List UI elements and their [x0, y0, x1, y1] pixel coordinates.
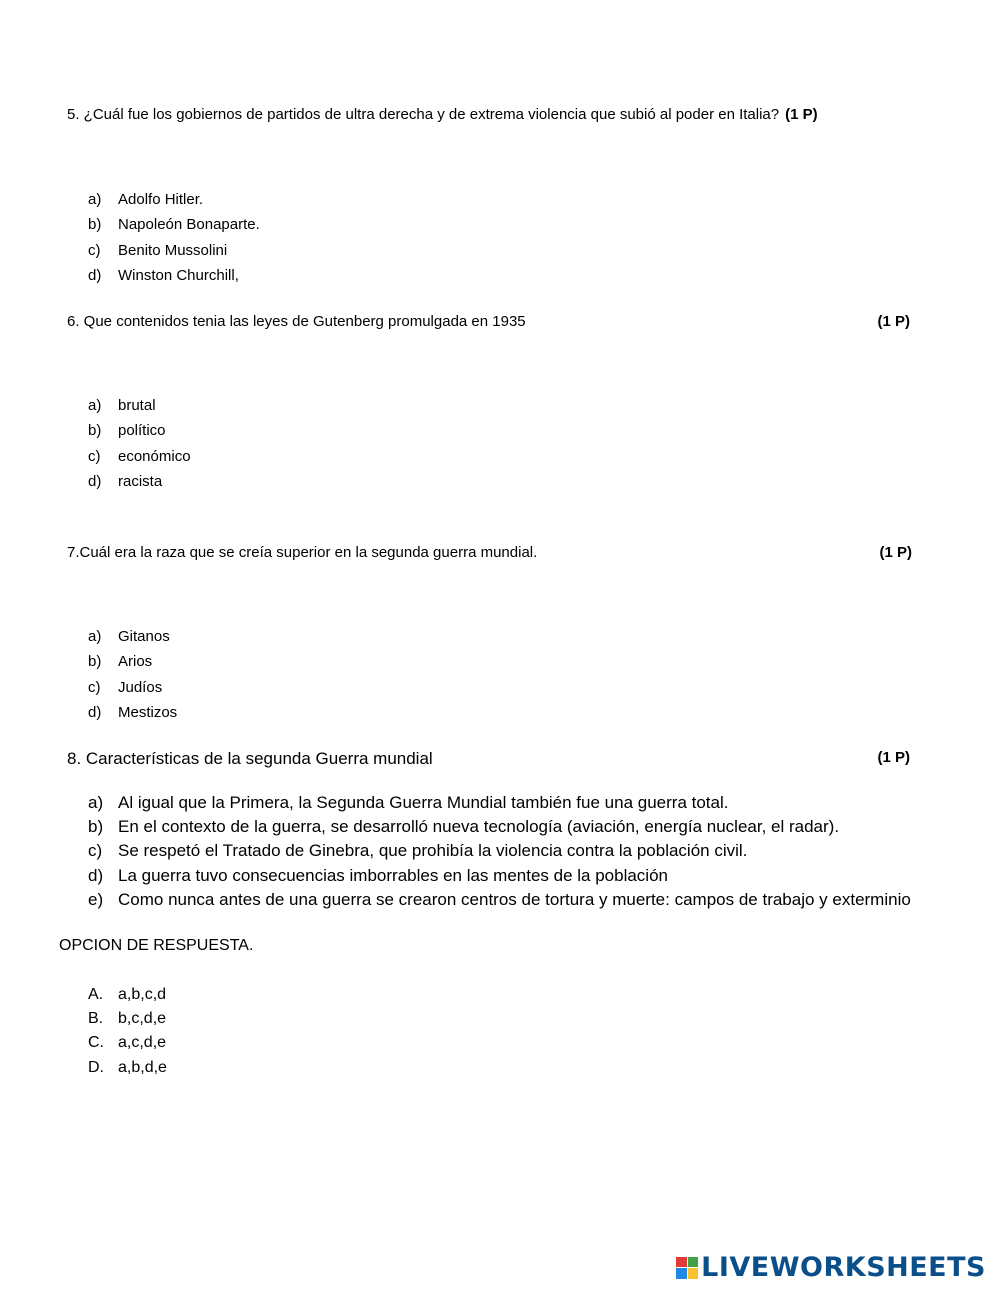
option-item[interactable]: c) Se respetó el Tratado de Ginebra, que prohibía la violencia contra la población civil.	[88, 841, 748, 861]
question-6-options	[88, 393, 191, 494]
question-5-points: (1 P)	[785, 106, 818, 123]
option-item[interactable]: e) Como nunca antes de una guerra se crearon centros de tortura y muerte: campos de trabajo y exterminio	[88, 889, 911, 909]
answer-options	[88, 983, 167, 1080]
question-5-options	[88, 187, 260, 288]
option-item[interactable]: b) político	[88, 422, 166, 440]
question-5-title: 5. ¿Cuál fue los gobiernos de partidos de ultra derecha y de extrema violencia que subió al poder en Italia?	[67, 106, 780, 123]
option-item[interactable]: c) Judíos	[88, 678, 163, 696]
option-item[interactable]: b) Napoleón Bonaparte.	[88, 216, 260, 234]
question-8-options	[88, 791, 911, 912]
option-item[interactable]: d) Mestizos	[88, 703, 178, 721]
question-6	[67, 313, 910, 330]
answer-option[interactable]: A. a,b,c,d	[88, 986, 167, 1003]
liveworksheets-logo-icon	[676, 1257, 698, 1279]
option-item[interactable]: c) económico	[88, 447, 191, 465]
question-8-title: 8. Características de la segunda Guerra mundial	[67, 749, 433, 768]
option-item[interactable]: c) Benito Mussolini	[88, 241, 228, 259]
logo-square-v	[676, 1268, 687, 1279]
option-item[interactable]: b) Arios	[88, 653, 153, 671]
option-item[interactable]: b) En el contexto de la guerra, se desarrolló nueva tecnología (aviación, energía nuclear, el radar).	[88, 817, 840, 837]
answer-option[interactable]: C. a,c,d,e	[88, 1034, 167, 1052]
logo-square-i	[688, 1257, 699, 1268]
option-item[interactable]: d) Winston Churchill,	[88, 266, 239, 284]
option-item[interactable]: a) Gitanos	[88, 628, 170, 645]
question-8-points: (1 P)	[877, 749, 910, 766]
question-6-title: 6. Que contenidos tenia las leyes de Gutenberg promulgada en 1935	[67, 313, 526, 330]
question-7-points: (1 P)	[879, 544, 912, 561]
logo-square-e	[688, 1268, 699, 1279]
question-7-options	[88, 624, 177, 725]
option-item[interactable]: a) brutal	[88, 397, 156, 414]
liveworksheets-logo-text: LIVEWORKSHEETS	[701, 1252, 986, 1283]
question-6-points: (1 P)	[877, 313, 910, 330]
liveworksheets-logo	[676, 1252, 986, 1283]
option-item[interactable]: d) racista	[88, 472, 163, 490]
question-5	[67, 106, 910, 123]
question-8	[67, 749, 910, 769]
answer-option[interactable]: B. b,c,d,e	[88, 1010, 167, 1028]
answer-option[interactable]: D. a,b,d,e	[88, 1058, 167, 1076]
option-item[interactable]: a) Al igual que la Primera, la Segunda Guerra Mundial también fue una guerra total.	[88, 793, 729, 812]
question-7-title: 7.Cuál era la raza que se creía superior en la segunda guerra mundial.	[67, 544, 538, 561]
question-7	[67, 544, 912, 561]
answer-heading: OPCION DE RESPUESTA.	[59, 937, 254, 954]
option-item[interactable]: a) Adolfo Hitler.	[88, 191, 204, 208]
option-item[interactable]: d) La guerra tuvo consecuencias imborrables en las mentes de la población	[88, 865, 668, 885]
logo-square-l	[676, 1257, 687, 1268]
